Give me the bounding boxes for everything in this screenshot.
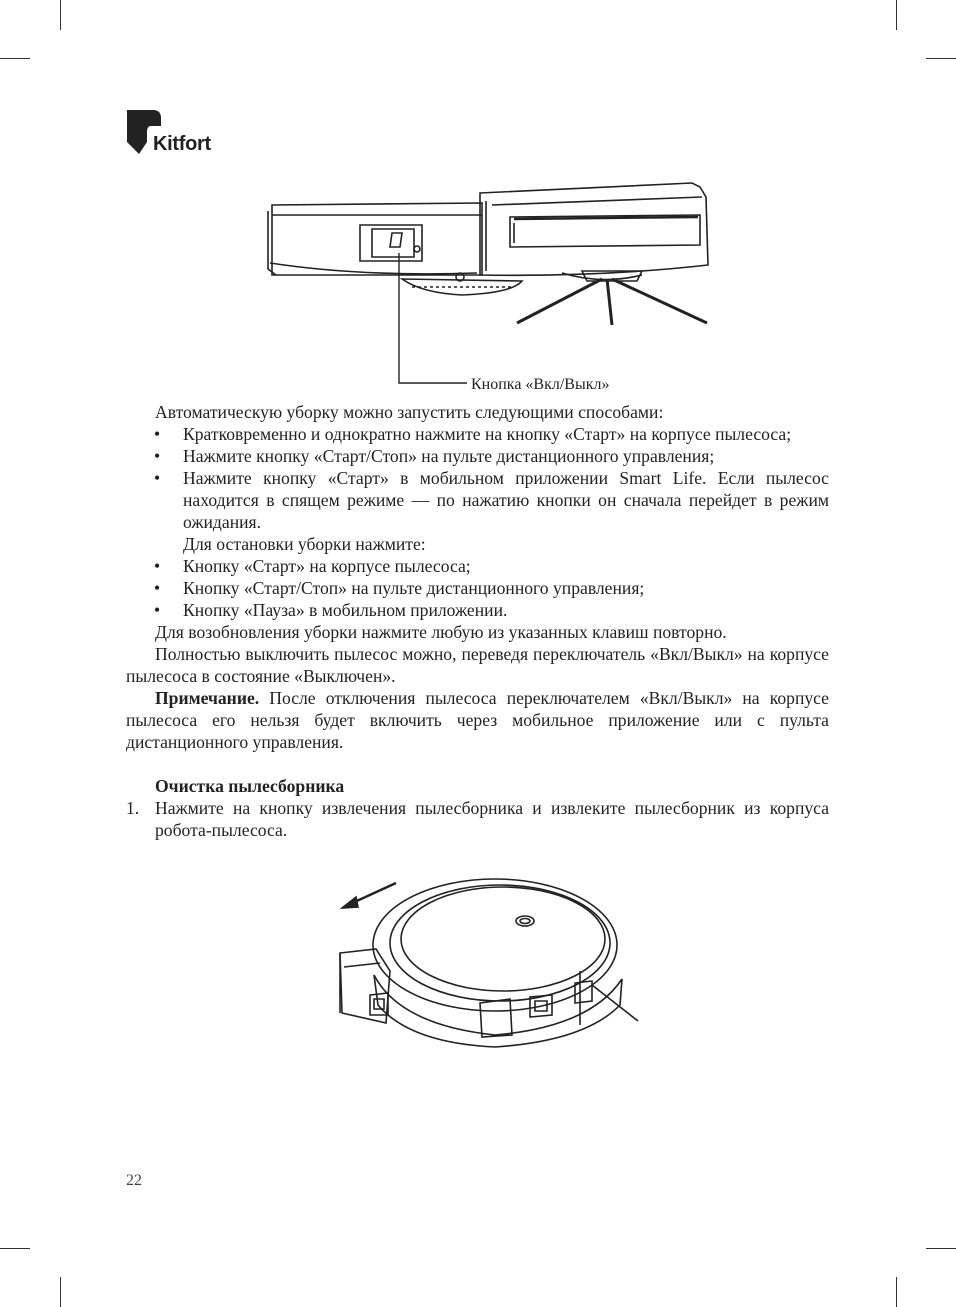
numbered-step: 1. Нажмите на кнопку извлечения пылесборника и извлеките пылесборник из корпуса робота-пылесоса.	[126, 798, 829, 840]
figure-caption: Кнопка «Вкл/Выкл»	[471, 376, 610, 393]
brand-name: Kitfort	[153, 133, 211, 155]
paragraph: Для остановки уборки нажмите:	[183, 534, 426, 554]
crop-mark	[896, 0, 897, 30]
crop-mark	[926, 58, 956, 59]
crop-mark	[0, 1248, 30, 1249]
section-title: Очистка пылесборника	[155, 776, 345, 796]
robot-side-view-figure	[262, 175, 722, 390]
paragraph: Автоматическую уборку можно запустить следующими способами:	[155, 402, 664, 422]
list-item: • Кнопку «Пауза» в мобильном приложении.	[154, 600, 508, 620]
list-item: • Кнопку «Старт/Стоп» на пульте дистанционного управления;	[154, 578, 645, 598]
crop-mark	[0, 58, 30, 59]
crop-mark	[60, 1277, 61, 1307]
note-paragraph: Примечание. После отключения пылесоса переключателем «Вкл/Выкл» на корпусе пылесоса его нельзя будет включить через мобильное приложение или с пульта дистанционного управления.	[126, 688, 829, 752]
list-item: • Нажмите кнопку «Старт/Стоп» на пульте дистанционного управления;	[154, 446, 715, 466]
paragraph: Полностью выключить пылесос можно, переведя переключатель «Вкл/Выкл» на корпусе пылесоса в состояние «Выключен».	[126, 644, 829, 686]
list-item: • Кратковременно и однократно нажмите на кнопку «Старт» на корпусе пылесоса;	[154, 424, 792, 444]
list-item: • Кнопку «Старт» на корпусе пылесоса;	[154, 556, 471, 576]
list-item: • Нажмите кнопку «Старт» в мобильном приложении Smart Life. Если пылесос находится в спящем режиме — по нажатию кнопки он сначала перейдет в режим ожидания.	[154, 468, 829, 532]
note-label: Примечание.	[155, 688, 260, 708]
crop-mark	[926, 1248, 956, 1249]
body-text	[126, 401, 829, 841]
crop-mark	[896, 1277, 897, 1307]
robot-dustbin-figure	[330, 875, 650, 1050]
page-number: 22	[126, 1172, 142, 1189]
paragraph: Для возобновления уборки нажмите любую из указанных клавиш повторно.	[155, 622, 727, 642]
crop-mark	[60, 0, 61, 30]
